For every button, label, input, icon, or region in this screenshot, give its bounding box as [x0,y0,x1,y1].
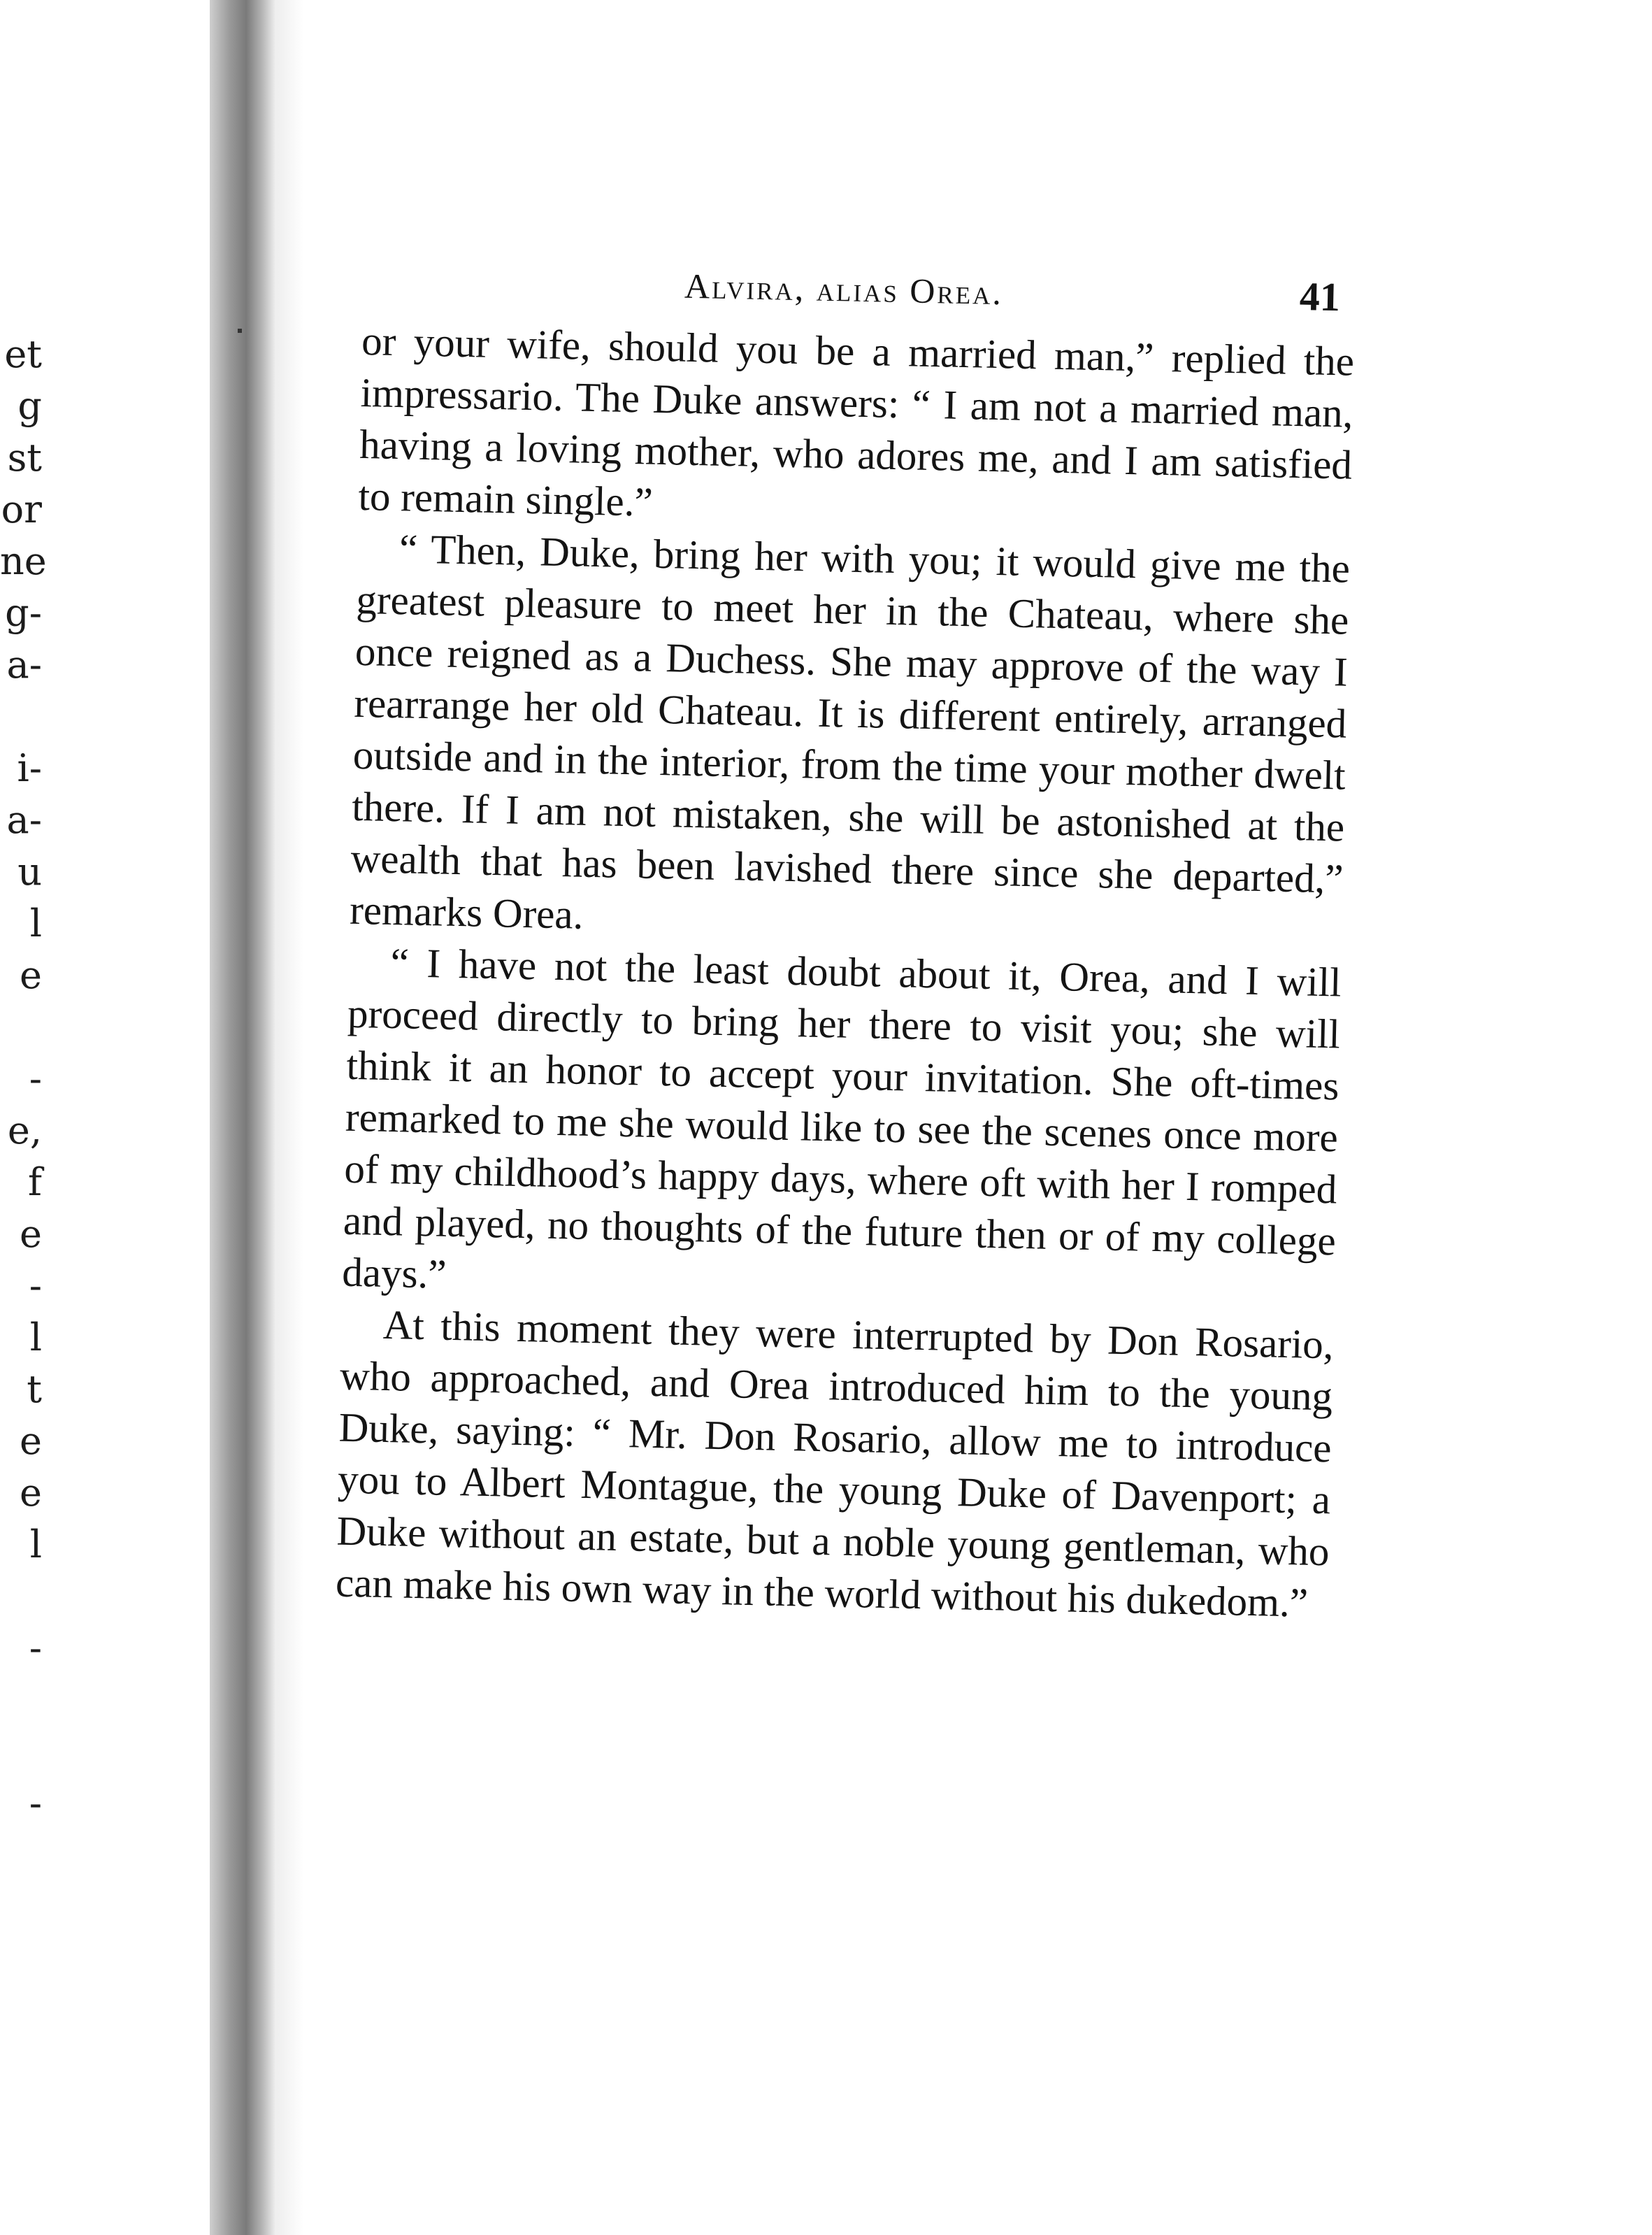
facing-fragment: a- [6,798,42,842]
facing-fragment: ne [0,539,47,583]
facing-fragment: l [29,1315,42,1359]
ink-speck [238,329,242,333]
paragraph: or your wife, should you be a married man,” replied the impressario. The Duke answers: “ I am not a married man, having a loving mother, who adores me, and I am satisfied to remain single.” [358,317,1355,525]
facing-page-line-fragments [0,329,47,1829]
facing-fragment: e, [7,1108,42,1152]
facing-fragment: - [29,1626,42,1670]
facing-fragment [0,1674,42,1726]
page-number: 41 [1299,273,1341,320]
facing-fragment: e [20,1212,42,1256]
facing-fragment: t [27,1367,42,1411]
facing-fragment: l [29,901,42,945]
paragraph: At this moment they were interrupted by Don Rosario, who approached, and Orea introduced him to the young Duke, saying: “ Mr. Don Rosario, allow me to introduce you to Albert Montague, the young Duke of Davenport; a Duke without an estate, but a noble young gentleman, who can make his own way in the world without his dukedom.” [335,1301,1335,1626]
facing-fragment: e [20,1471,42,1515]
facing-fragment [0,691,42,743]
facing-fragment: st [7,436,42,480]
facing-fragment [0,1001,42,1053]
facing-fragment [0,1726,42,1778]
gutter-fade [276,0,304,2235]
facing-fragment: u [17,850,42,894]
facing-fragment: et [4,332,42,376]
facing-fragment: g [17,384,42,428]
running-title: Alvira, alias Orea. [684,266,1004,313]
facing-fragment: e [20,1419,42,1463]
facing-fragment [0,1571,42,1622]
paragraph: “ Then, Duke, bring her with you; it would give me the greatest pleasure to meet her in the Chateau, where she once reigned as a Duchess. She may approve of the way I rearrange her old Chateau. It is different entirely, arranged outside and in the interior, from the time your mother dwelt there. If I am not mistaken, she will be astonished at the wealth that has been lavished there since she departed,” remarks Orea. [349,525,1351,938]
facing-fragment: or [1,487,42,531]
facing-page [0,0,210,2235]
paragraph: “ I have not the least doubt about it, Orea, and I will proceed directly to bring her there to visit you; she will think it an honor to accept your invitation. She oft-times remarked to me she would like to see the scenes once more of my childhood’s happy days, where oft with her I romped and played, no thoughts of the future then or of my college days.” [341,939,1342,1297]
facing-fragment: - [29,1057,42,1101]
facing-fragment: - [29,1264,42,1308]
facing-fragment: g- [5,591,42,635]
facing-fragment: e [20,953,42,997]
facing-fragment: f [28,1160,42,1204]
facing-fragment: i- [17,746,42,790]
facing-fragment: - [29,1781,42,1825]
facing-fragment: l [29,1522,42,1566]
book-gutter-shadow [210,0,276,2235]
facing-fragment: a- [6,643,42,687]
book-page [335,252,1356,1629]
